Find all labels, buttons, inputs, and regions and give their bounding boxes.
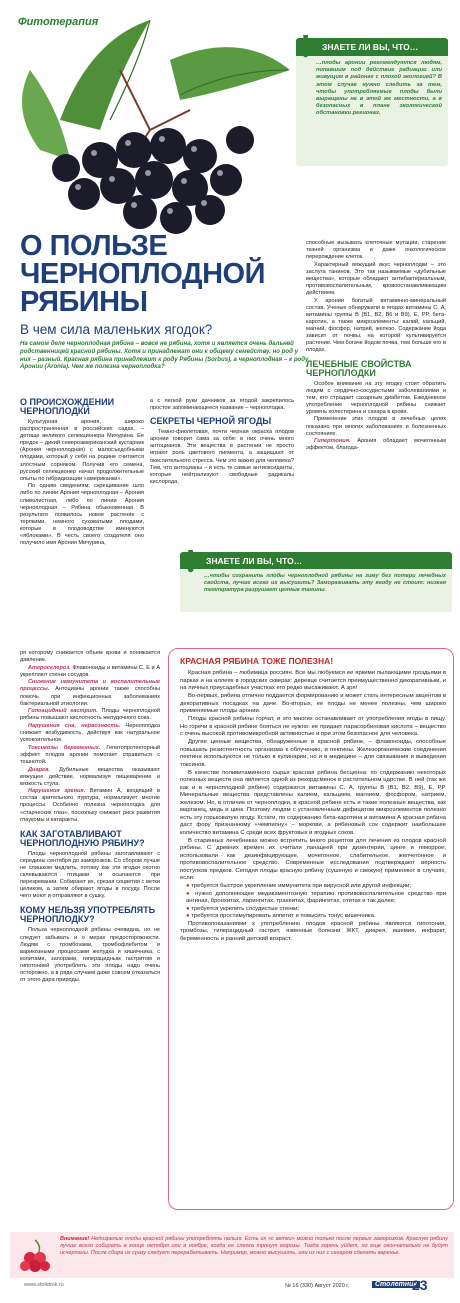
paragraph: Другие ценные вещества, обнаруженные в красной рябине, – флавоноиды, способные повышать резистентность организма к облучению, и пектины. Железорганические соединения пектина используются не только в кулинарии, но и в медицине – для связывания и выведения токсинов. [180,739,446,768]
paragraph: Дубильные вещества оказывают вяжущее действие, нормализуя пищеварение и вязкость стула. [20,766,161,787]
list-item: ● требуется укрепить сосудистые стенки; [186,905,300,912]
paragraph: Флавоноиды и витамины С, Е и А укрепляют стенки сосудов. [20,664,160,678]
column-healing [306,240,446,453]
red-rowan-text [180,670,446,944]
did-you-know-title-1: ЗНАЕТЕ ЛИ ВЫ, ЧТО… [322,42,419,52]
term: Гипертония. [314,438,351,445]
page-number: 23 [412,1277,428,1293]
warning-text [60,1236,448,1257]
footer-brand: Столетник [372,1281,420,1288]
footer-site: www.stoletnik.ru [24,1282,64,1288]
paragraph: Гепатопротекторный эффект плодов аронии помогает справиться с тошнотой. [20,744,160,765]
paragraph: Плоды красной рябины горчат, и это многих останавливает от употребления ягоды в пищу. Но горечи в красной рябине бояться не нужно: ее придает парасорбиновая кислота – вещество с очень высокой противомикробной активностью и при этом безопасное для человека. [180,716,446,737]
paragraph: Применение этих плодов в лечебных целях показано при многих заболеваниях и болезненных состояниях. [306,416,446,437]
list-item: ● требуется быстрое укрепление иммунитета при вирусной или другой инфекции; [186,883,411,889]
paragraph: Плоды черноплодной рябины заготавливают с середины сентября до заморозков. Со сбором лучше не слишком медлить, потому как эти ягодки охотно склевываются птицами и осыпаются при перезревании. Собирают их, срезая соцветия с ветки целиком, а затем обирают ягоды в посуду. После чего моют и отправляют в сушку. [20,850,160,900]
paragraph: У аронии богатый витаминно-минеральный состав. Ученые обнаружили в ягодах витамины С, А, витамины группы В (В1, В2, В6 и В9), Е, РР, бета-каротин, а также микроэлементы: калий, кальций, магний, фосфор, натрий, железо. Содержание йода зависит от почвы, на которой культивируется растение. Чем богаче йодом почва, тем больше его в плодах. [306,297,446,354]
heading-healing: ЛЕЧЕБНЫЕ СВОЙСТВА ЧЕРНОПЛОДКИ [306,358,412,378]
paragraph: Во-первых, рябина отлично поддается формированию и может стать интересным акцентом в декоративных посадках на даче. Во-вторых, ее плоды не менее полезны, чем широко применяемые плоды аронии. [180,693,446,714]
term: Нарушения сна, нервозность. [28,722,121,729]
did-you-know-text-1: …плоды аронии рекомендуются людям, попавшим под действие радиации или живущим в районах с плохой экологией? В этом случае нужно следить за тем, чтобы употребляемые плоды были выращены не в этой же местности, а в безопасных в плане экологической обстановки регионах. [316,60,442,117]
red-rowan-heading: КРАСНАЯ РЯБИНА ТОЖЕ ПОЛЕЗНА! [180,656,334,666]
paragraph: Красная рябина – любимица россиян. Все мы любуемся ее яркими пылающими гроздьями в парках и на аллеях в городских скверах: деревце считается преимущественно декоративным, и на личных приусадебных участках его редко высаживают. А зря! [180,670,446,691]
red-rowan-icon [16,1236,54,1274]
paragraph: Характерный вяжущий вкус черноплодки – это заслуга танинов. Это так называемые «дубильные вещества», которые обладают антибактериальным, противовоспалительным, кровоостанавливающим действием. [306,261,446,297]
term: Снижение иммунитета и воспалительные процессы. [20,679,160,693]
paragraph: ря которому снижается объем крови и понижается давление. [20,650,160,664]
paragraph: В качестве поливитаминного сырья красная рябина бесценна: по содержанию некоторых полезных веществ она является одной из рекордсменок в растительном царстве. В ней (так же как и в черноплодной рябине) содержатся витамины С, А, группы В (В1, В2, В9), Е, РР. Минеральные вещества представлены калием, кальцием, магнием, фосфором, натрием, железом. Но, в отличие от черноплодки, в красной рябине есть и такие полезные вещества, как марганец, медь и цинк. Поэтому людям с установленным дефицитом микроэлементов полезно есть эту горьковатую ягоду. Кстати, по содержанию бета-каротина и витамина А красная рябина даст фору признанному «чемпиону» – моркови, а рябиновый сок содержит наибольшее количество витамина С среди всех фруктовых и ягодных соков. [180,769,446,836]
paragraph: По одним сведениям, скрещивание шло либо по линии Арония черноплодная – Арония сливолистная, либо по линии Арония черноплодная – Рябина обыкновенная. В результате появилось новое растение с терпкими, немного суховатыми плодами, которые в плодоводстве именуются «яблоками». В честь своего создателя оно получило имя Арония Мичурина, [20,483,144,547]
warning-term: Внимание! [60,1236,90,1242]
list-item: ● нужно дополняющее медикаментозную терапию противовоспалительное средство при ангинах, бронхитах, ларингитах, трахеитах, фарингитах, отитах и так далее; [186,890,447,904]
paragraph: Польза черноплодной рябины очевидна, но не следует забывать и о мерах предосторожности. Людям с тромбозами, тромбофлебитом и варикозными процессами желудка и кишечника, с колитами, запорами, гиперацидным гастритом и гипотонией употреблять эти плоды надо очень осторожно, а в ряде случаев даже совсем отказаться от этого дара природы. [20,927,160,984]
heading-origin: О ПРОИСХОЖДЕНИИ ЧЕРНОПЛОДКИ [20,397,115,416]
heading-harvest: КАК ЗАГОТАВЛИВАЮТ ЧЕРНОПЛОДНУЮ РЯБИНУ? [20,828,145,848]
heading-contraindications: КОМУ НЕЛЬЗЯ УПОТРЕБЛЯТЬ ЧЕРНОПЛОДКУ? [20,905,156,925]
paragraph: Витамин А, входящий в состав зрительного пурпура, нормализует многие процессы. Особенно полезна черноплодка для «старческих глаз», поскольку снижает риск развития глаукомы и катаракты. [20,788,160,823]
paragraph: Культурная арония, широко распространенная в российских садах, – детище великого селекционера Мичурина. Ее предок – дикий североамериканский кустарник (Арония черноплодная) с малосъедобными плодами, который у себя на родине считается злостным сорняком. Получив его семена, русский селекционер начал продолжительные опыты по гибридизации «американки». [20,419,144,482]
term: Гипоацидный гастрит. [28,708,98,715]
paragraph: Противопоказаниями к употреблению плодов красной рябины являются гипотония, тромбозы, гиперацидный гастрит, язвенные болезни ЖКТ, диарея, ишемия, инфаркт, беременность и ранний детский возраст. [180,920,446,942]
paragraph: Темно-фиолетовая, почти черная окраска плодов аронии говорит сама за себя: в них очень много антоцианов. Эти вещества в растении не просто играют роль цветового пигмента, а защищают от окислительного стресса. Чем это важно для человека? Тем, что антоцианы – и есть те самые антиоксиданты, которые нейтрализуют свободные радикалы кислорода, [150,429,294,485]
list-item: ● требуется простимулировать аппетит и повысить тонус кишечника. [186,913,376,919]
page-subtitle: В чем сила маленьких ягодок? [20,322,213,337]
column-secrets [150,398,294,486]
exclamation-icon: ! [300,28,312,65]
paragraph: а с легкой руки дачников за ягодой закрепилось простое запоминающееся название – черноплодка. [150,398,294,412]
term: Нарушения зрения. [28,788,86,795]
paragraph: Антоцианы аронии также способны помочь при инфекционных заболеваниях бактериальной этиологии. [20,686,160,707]
column-origin [20,398,144,548]
exclamation-icon: ! [185,543,197,580]
paragraph: Плоды черноплодной рябины повышают кислотность желудочного сока. [20,708,160,722]
berries-illustration [0,0,300,250]
footer-issue: № 16 (330) Август 2020 г. [285,1283,350,1289]
paragraph: Черноплодка снижает возбудимость, действуя как натуральное успокоительное. [20,722,160,744]
term: Токсикозы беременных. [28,744,101,751]
column-lower-left [20,650,160,985]
heading-secrets: СЕКРЕТЫ ЧЕРНОЙ ЯГОДЫ [150,416,272,427]
warning-body: Недозрелые плоды красной рябины употреблять нельзя. Есть их «с ветки» можно только после первых заморозков. Красную рябину лучше всего собирать в конце октября или в ноябре, когда ее слегка тронут морозы. Тогда горечь уйдет, но еще окончательно не будут исчерпаны. После сбора их сразу следует перерабатывать. Например, можно высушить, или из них с сахаром сделать варенье. [60,1236,448,1256]
did-you-know-title-2: ЗНАЕТЕ ЛИ ВЫ, ЧТО… [206,556,303,566]
paragraph: В старинных лечебниках можно встретить много рецептов для лечения из плодов красной рябины. С древних времен их считали панацеей при дизентерии, цинге и геморрое, использовали как дезинфицирующее, мочегонное, слабительное, желчегонное и противовоспалительное средство. Современные исследования подтверждают верность поступков предков. Сегодня плоды красную рябину (сушеную и свежую) применяют в случаях, если: [180,837,446,881]
did-you-know-box-2 [180,543,452,612]
paragraph: способные вызывать клеточные мутации, старение тканей организма и даже онкологическое перерождение клеток. [306,240,446,261]
term: Атеросклероз. [28,664,71,671]
paragraph: Арония обладает мочегонным эффектом, благода- [306,438,446,452]
paragraph: Особое внимание на эту ягодку стоит обратить людям с сердечно-сосудистыми заболеваниями и тем, кто страдает сахарным диабетом. Ежедневное употребление черноплодной рябины снижает уровень холестерина и сахара в крови. [306,380,446,415]
page-title: О ПОЛЬЗЕ ЧЕРНОПЛОДНОЙ РЯБИНЫ [20,230,265,318]
lead-paragraph: На самом деле черноплодная рябина – вовсе не рябина, хотя и является очень дальней родственницей красной рябины. Хотя и принадлежат они к общему семейству, но род у них – разный. Красная рябина принадлежит к роду Рябины (Sorbus), а черноплодная – к роду Аронии (Aronia). Чем же полезна черноплодка? [20,340,309,371]
rubric-label: Фитотерапия [18,16,99,28]
did-you-know-text-2: …чтобы сохранить плоды черноплодной рябины на зиму без потери лечебных свойств, лучше всего их высушить? Замораживать эту ягоду не стоит: низкая температура разрушает ценные танины. [204,573,446,594]
term: Диарея. [28,766,50,773]
did-you-know-box-1 [296,28,448,166]
